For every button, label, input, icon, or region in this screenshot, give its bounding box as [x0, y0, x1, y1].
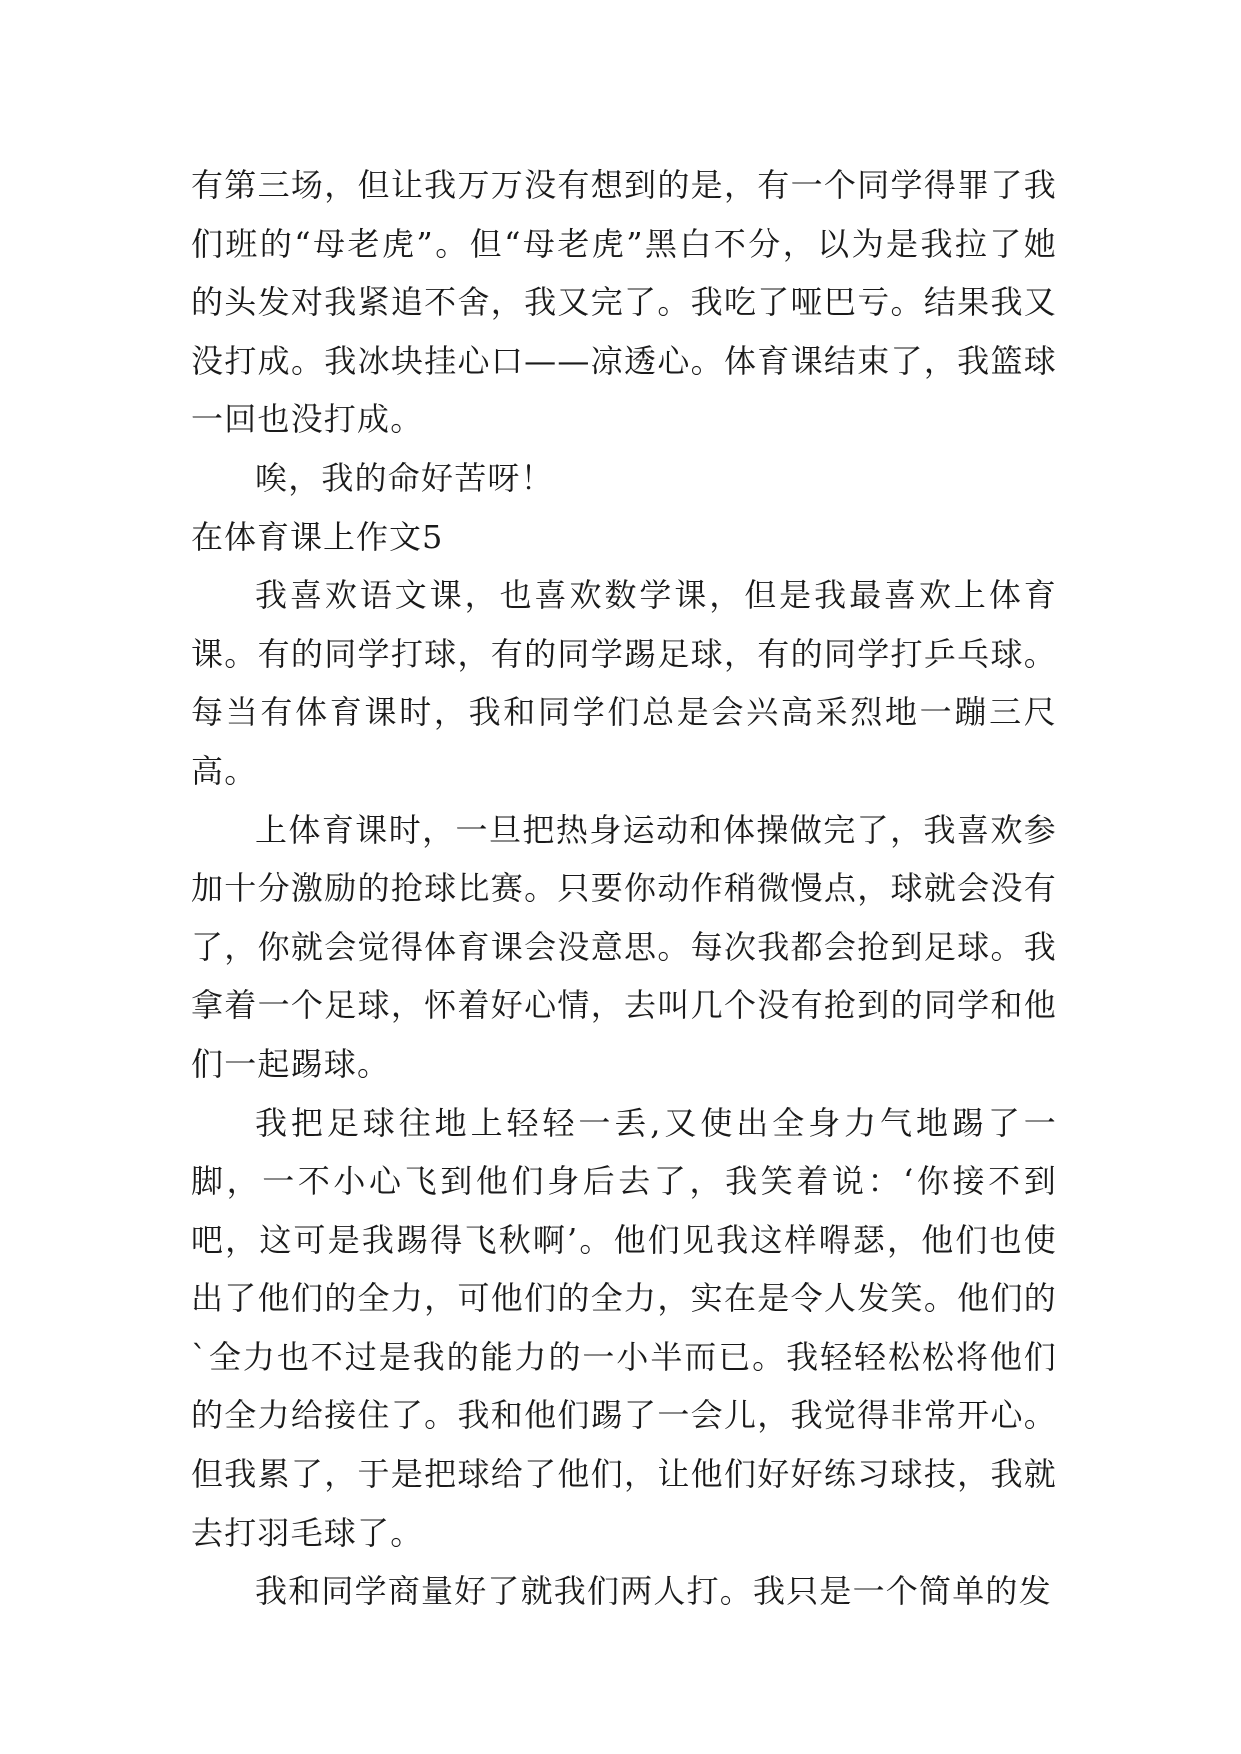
paragraph-4: 我和同学商量好了就我们两人打。我只是一个简单的发 [255, 1572, 1052, 1611]
essay-heading: 在体育课上作文5 [191, 517, 444, 556]
document-page [191, 156, 1057, 1621]
paragraph-sigh: 唉，我的命好苦呀！ [255, 458, 554, 497]
paragraph-1: 我喜欢语文课，也喜欢数学课，但是我最喜欢上体育课。有的同学打球，有的同学踢足球，有的同学打乒乓球。每当有体育课时，我和同学们总是会兴高采烈地一蹦三尺高。 [191, 576, 1057, 790]
paragraph-2: 上体育课时，一旦把热身运动和体操做完了，我喜欢参加十分激励的抢球比赛。只要你动作稍微慢点，球就会没有了，你就会觉得体育课会没意思。每次我都会抢到足球。我拿着一个足球，怀着好心情，去叫几个没有抢到的同学和他们一起踢球。 [191, 810, 1057, 1083]
paragraph-continued: 有第三场，但让我万万没有想到的是，有一个同学得罪了我们班的“母老虎”。但“母老虎”黑白不分，以为是我拉了她的头发对我紧追不舍，我又完了。我吃了哑巴亏。结果我又没打成。我冰块挂心口——凉透心。体育课结束了，我篮球一回也没打成。 [191, 166, 1057, 439]
paragraph-3: 我把足球往地上轻轻一丢,又使出全身力气地踢了一脚，一不小心飞到他们身后去了，我笑着说：‘你接不到吧，这可是我踢得飞秋啊’。他们见我这样嘚瑟，他们也使出了他们的全力，可他们的全力，实在是令人发笑。他们的`全力也不过是我的能力的一小半而已。我轻轻松松将他们的全力给接住了。我和他们踢了一会儿，我觉得非常开心。但我累了，于是把球给了他们，让他们好好练习球技，我就去打羽毛球了。 [191, 1103, 1057, 1552]
